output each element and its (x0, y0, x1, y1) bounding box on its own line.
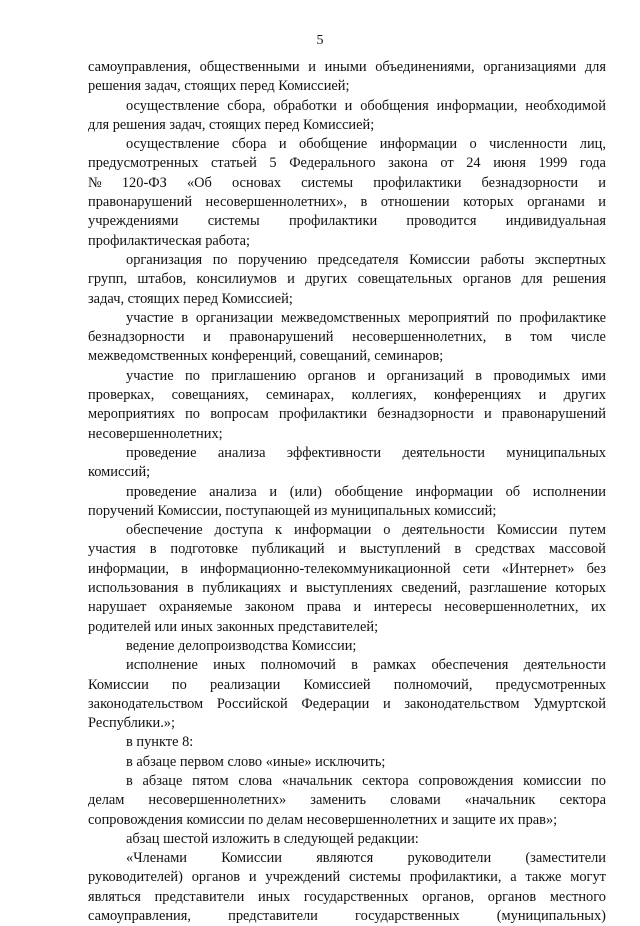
text-line: законодательством Российской Федерации и законодательством Удмуртской (88, 695, 606, 712)
text-line: абзац шестой изложить в следующей редакции: (126, 830, 419, 847)
text-line: Комиссии по реализации Комиссией полномочий, предусмотренных (88, 676, 606, 693)
text-line: участие в организации межведомственных мероприятий по профилактике (126, 309, 606, 326)
document-body (88, 58, 606, 926)
text-line: являться представители иных государственных органов, органов местного (88, 888, 606, 905)
text-line: групп, штабов, консилиумов и других совещательных органов для решения (88, 271, 606, 288)
text-line: предусмотренных статьей 5 Федерального закона от 24 июня 1999 года (88, 155, 606, 172)
text-line: проведение анализа и (или) обобщение информации об исполнении (126, 483, 606, 500)
text-line: ведение делопроизводства Комиссии; (126, 637, 357, 654)
text-line: самоуправления, общественными и иными объединениями, организациями для (88, 59, 606, 75)
text-line: мероприятиях по вопросам профилактики безнадзорности и правонарушений (88, 406, 606, 423)
text-line: «Членами Комиссии являются руководители (заместители (126, 850, 606, 867)
text-line: делам несовершеннолетних» заменить словами «начальник сектора (88, 792, 606, 809)
text-line: осуществление сбора и обобщение информации о численности лиц, (126, 136, 606, 153)
text-line: межведомственных конференций, совещаний, семинаров; (88, 348, 444, 365)
text-line: участие по приглашению органов и организаций в проводимых ими (126, 367, 606, 384)
text-line: организация по поручению председателя Комиссии работы экспертных (126, 251, 606, 268)
text-line: проверках, совещаниях, семинарах, коллегиях, конференциях и других (88, 387, 606, 404)
text-line: сопровождения комиссии по делам несовершеннолетних и защите их прав»; (88, 811, 558, 828)
text-line: правонарушений несовершеннолетних», в отношении которых органами и (88, 194, 606, 211)
text-line: задач, стоящих перед Комиссией; (88, 290, 293, 307)
text-line: несовершеннолетних; (88, 425, 223, 442)
text-line: учреждениями системы профилактики проводится индивидуальная (88, 213, 606, 230)
text-line: безнадзорности и правонарушений несовершеннолетних, в том числе (88, 329, 606, 346)
text-line: решения задач, стоящих перед Комиссией; (88, 78, 350, 95)
text-line: использования в публикациях и выступлениях сведений, разглашение которых (88, 580, 606, 597)
text-line: № 120-ФЗ «Об основах системы профилактики безнадзорности и (88, 174, 606, 191)
text-line: исполнение иных полномочий в рамках обеспечения деятельности (126, 657, 606, 674)
text-line: участия в подготовке публикаций и выступлений в средствах массовой (88, 541, 606, 558)
text-line: самоуправления, представители государственных (муниципальных) (88, 908, 606, 925)
text-line: профилактическая работа; (88, 232, 250, 249)
text-line: нарушает охраняемые законом права и интересы несовершеннолетних, их (88, 599, 606, 616)
text-line: Республики.»; (88, 715, 175, 732)
text-line: руководителей) органов и учреждений системы профилактики, а также могут (88, 869, 606, 886)
text-line: поручений Комиссии, поступающей из муниципальных комиссий; (88, 502, 497, 519)
text-line: комиссий; (88, 464, 151, 481)
text-line: родителей или иных законных представителей; (88, 618, 379, 635)
text-line: для решения задач, стоящих перед Комиссией; (88, 116, 375, 133)
text-line: проведение анализа эффективности деятельности муниципальных (126, 444, 606, 461)
text-line: осуществление сбора, обработки и обобщения информации, необходимой (126, 97, 606, 114)
text-line: в абзаце пятом слова «начальник сектора сопровождения комиссии по (126, 772, 606, 789)
page-number: 5 (316, 33, 324, 48)
text-line: информации, в информационно-телекоммуникационной сети «Интернет» без (88, 560, 606, 577)
text-line: в пункте 8: (126, 734, 194, 751)
text-line: обеспечение доступа к информации о деятельности Комиссии путем (126, 522, 606, 539)
text-line: в абзаце первом слово «иные» исключить; (126, 753, 386, 770)
